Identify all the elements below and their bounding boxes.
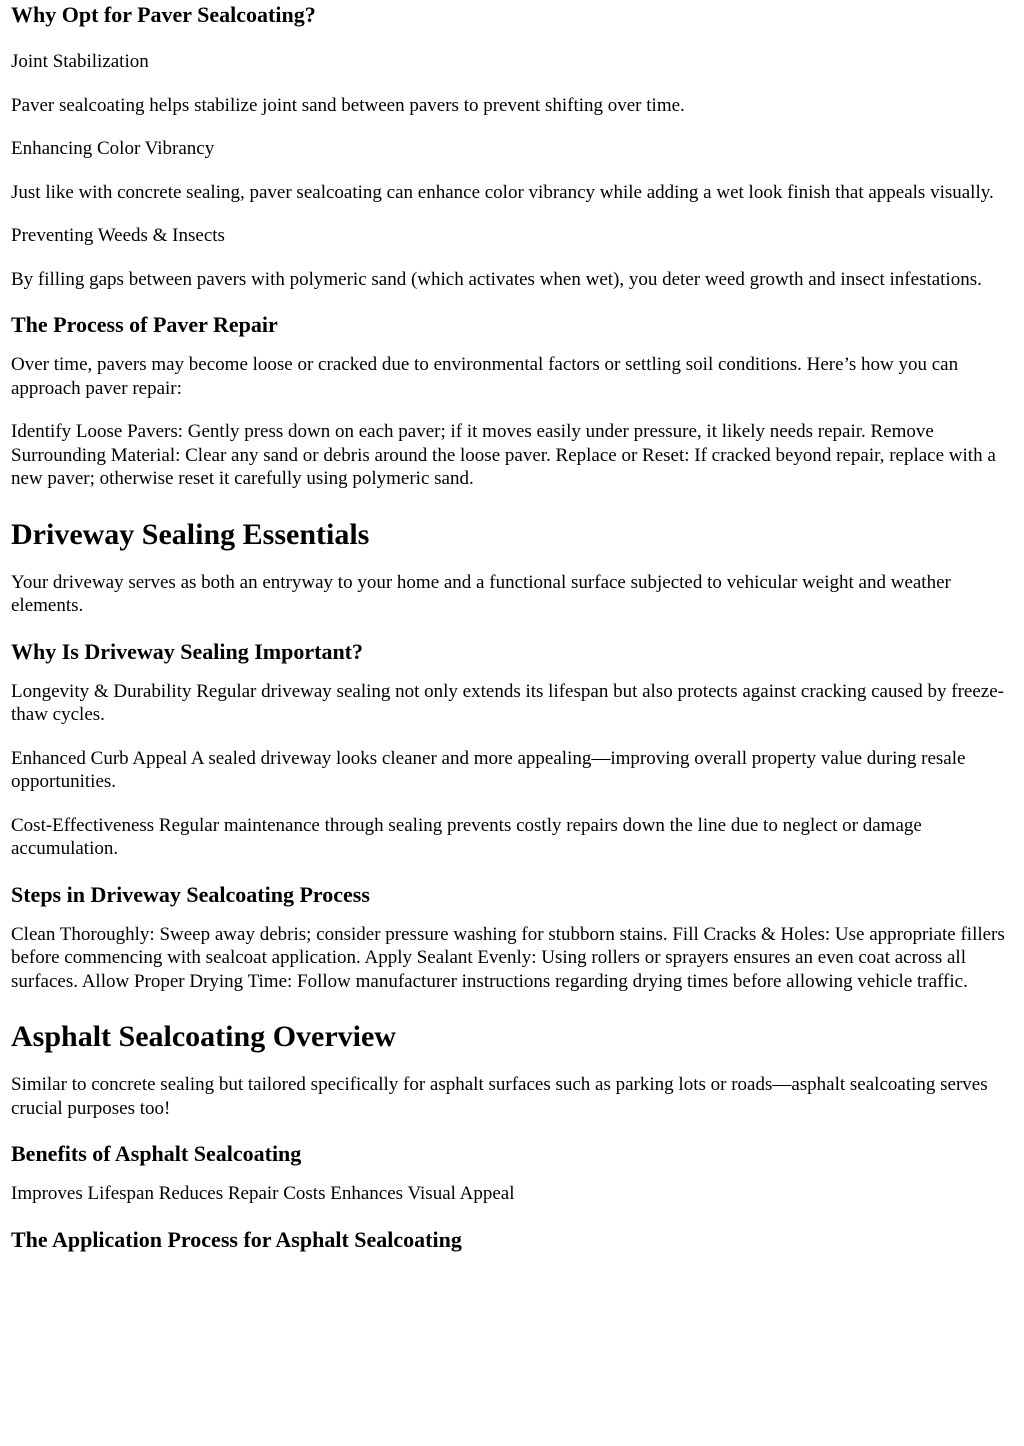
heading-driveway-steps: Steps in Driveway Sealcoating Process (11, 881, 370, 907)
subheading-joint-stabilization: Joint Stabilization (11, 51, 149, 72)
heading-asphalt-application: The Application Process for Asphalt Sealcoating (11, 1226, 462, 1252)
heading-asphalt-benefits: Benefits of Asphalt Sealcoating (11, 1141, 302, 1166)
subheading-color-vibrancy: Enhancing Color Vibrancy (11, 138, 215, 159)
paragraph-joint-stabilization: Paver sealcoating helps stabilize joint sand between pavers to prevent shifting over time. (11, 94, 685, 116)
paragraph-curb-appeal: Enhanced Curb Appeal A sealed driveway looks cleaner and more appealing—improving overall property value during resale opportunities. (11, 747, 966, 792)
subheading-weeds-insects: Preventing Weeds & Insects (11, 225, 225, 246)
paragraph-asphalt-intro: Similar to concrete sealing but tailored specifically for asphalt surfaces such as parking lots or roads—asphalt sealcoating serves crucial purposes too! (11, 1074, 988, 1119)
paragraph-weeds-insects: By filling gaps between pavers with polymeric sand (which activates when wet), you deter weed growth and insect infestations. (11, 268, 982, 290)
heading-driveway-sealing: Driveway Sealing Essentials (11, 517, 370, 551)
heading-asphalt-overview: Asphalt Sealcoating Overview (11, 1020, 396, 1053)
paragraph-color-vibrancy: Just like with concrete sealing, paver sealcoating can enhance color vibrancy while adding a wet look finish that appeals visually. (11, 181, 994, 203)
heading-why-driveway-sealing: Why Is Driveway Sealing Important? (11, 638, 364, 664)
paragraph-paver-repair-intro: Over time, pavers may become loose or cracked due to environmental factors or settling soil conditions. Here’s how you can approach paver repair: (11, 354, 959, 399)
paragraph-driveway-intro: Your driveway serves as both an entryway to your home and a functional surface subjected to vehicular weight and weather elements. (11, 571, 951, 616)
paragraph-driveway-steps: Clean Thoroughly: Sweep away debris; consider pressure washing for stubborn stains. Fill Cracks & Holes: Use appropriate fillers before commencing with sealcoat application. Apply Sealant Evenly: Using rollers or sprayers ensures an even coat across all surfaces. Allow Proper Drying Time: Follow manufacturer instructions regarding drying times before allowing vehicle traffic. (11, 923, 1005, 992)
paragraph-cost-effectiveness: Cost-Effectiveness Regular maintenance through sealing prevents costly repairs down the line due to neglect or damage accumulation. (11, 814, 922, 859)
paragraph-paver-repair-steps: Identify Loose Pavers: Gently press down on each paver; if it moves easily under pressure, it likely needs repair. Remove Surrounding Material: Clear any sand or debris around the loose paver. Replace or Reset: If cracked beyond repair, replace with a new paver; otherwise reset it carefully using polymeric sand. (11, 421, 996, 489)
heading-paver-repair: The Process of Paver Repair (11, 312, 278, 337)
paragraph-asphalt-benefits: Improves Lifespan Reduces Repair Costs Enhances Visual Appeal (11, 1183, 515, 1204)
heading-why-paver-sealcoating: Why Opt for Paver Sealcoating? (11, 2, 316, 27)
paragraph-longevity: Longevity & Durability Regular driveway sealing not only extends its lifespan but also protects against cracking caused by freeze-thaw cycles. (11, 680, 1004, 725)
